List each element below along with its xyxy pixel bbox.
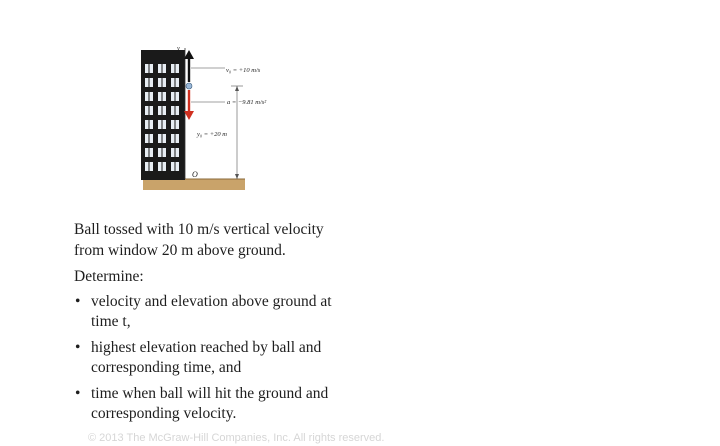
list-item [74, 292, 394, 332]
list-item [74, 384, 394, 424]
copyright-notice: © 2013 The McGraw-Hill Companies, Inc. All rights reserved. [88, 432, 385, 444]
list-item-line: time when ball will hit the ground and [91, 385, 329, 402]
initial-height-label: y₀ = +20 m [197, 131, 227, 138]
ball [186, 83, 192, 89]
description-line: from window 20 m above ground. [74, 242, 286, 259]
list-item-line: corresponding velocity. [91, 405, 237, 422]
task-list [74, 292, 394, 430]
description-line: Ball tossed with 10 m/s vertical velocity [74, 221, 324, 238]
list-item-line: velocity and elevation above ground at [91, 293, 332, 310]
list-item-line: time t, [91, 313, 131, 330]
kinematics-figure [125, 38, 325, 198]
list-item-line: highest elevation reached by ball and [91, 339, 322, 356]
problem-description [74, 219, 324, 261]
list-item-line: corresponding time, and [91, 359, 242, 376]
origin-label: O [192, 170, 198, 179]
building-diagram [125, 38, 325, 198]
ground [143, 179, 245, 190]
bullet-icon: • [75, 385, 81, 402]
bullet-icon: • [75, 339, 81, 356]
initial-velocity-label: v₀ = +10 m/s [226, 67, 261, 74]
acceleration-label: a = −9.81 m/s² [227, 99, 267, 106]
list-item [74, 338, 394, 378]
y-axis-label: y [177, 45, 180, 52]
determine-heading: Determine: [74, 268, 144, 285]
bullet-icon: • [75, 293, 81, 310]
